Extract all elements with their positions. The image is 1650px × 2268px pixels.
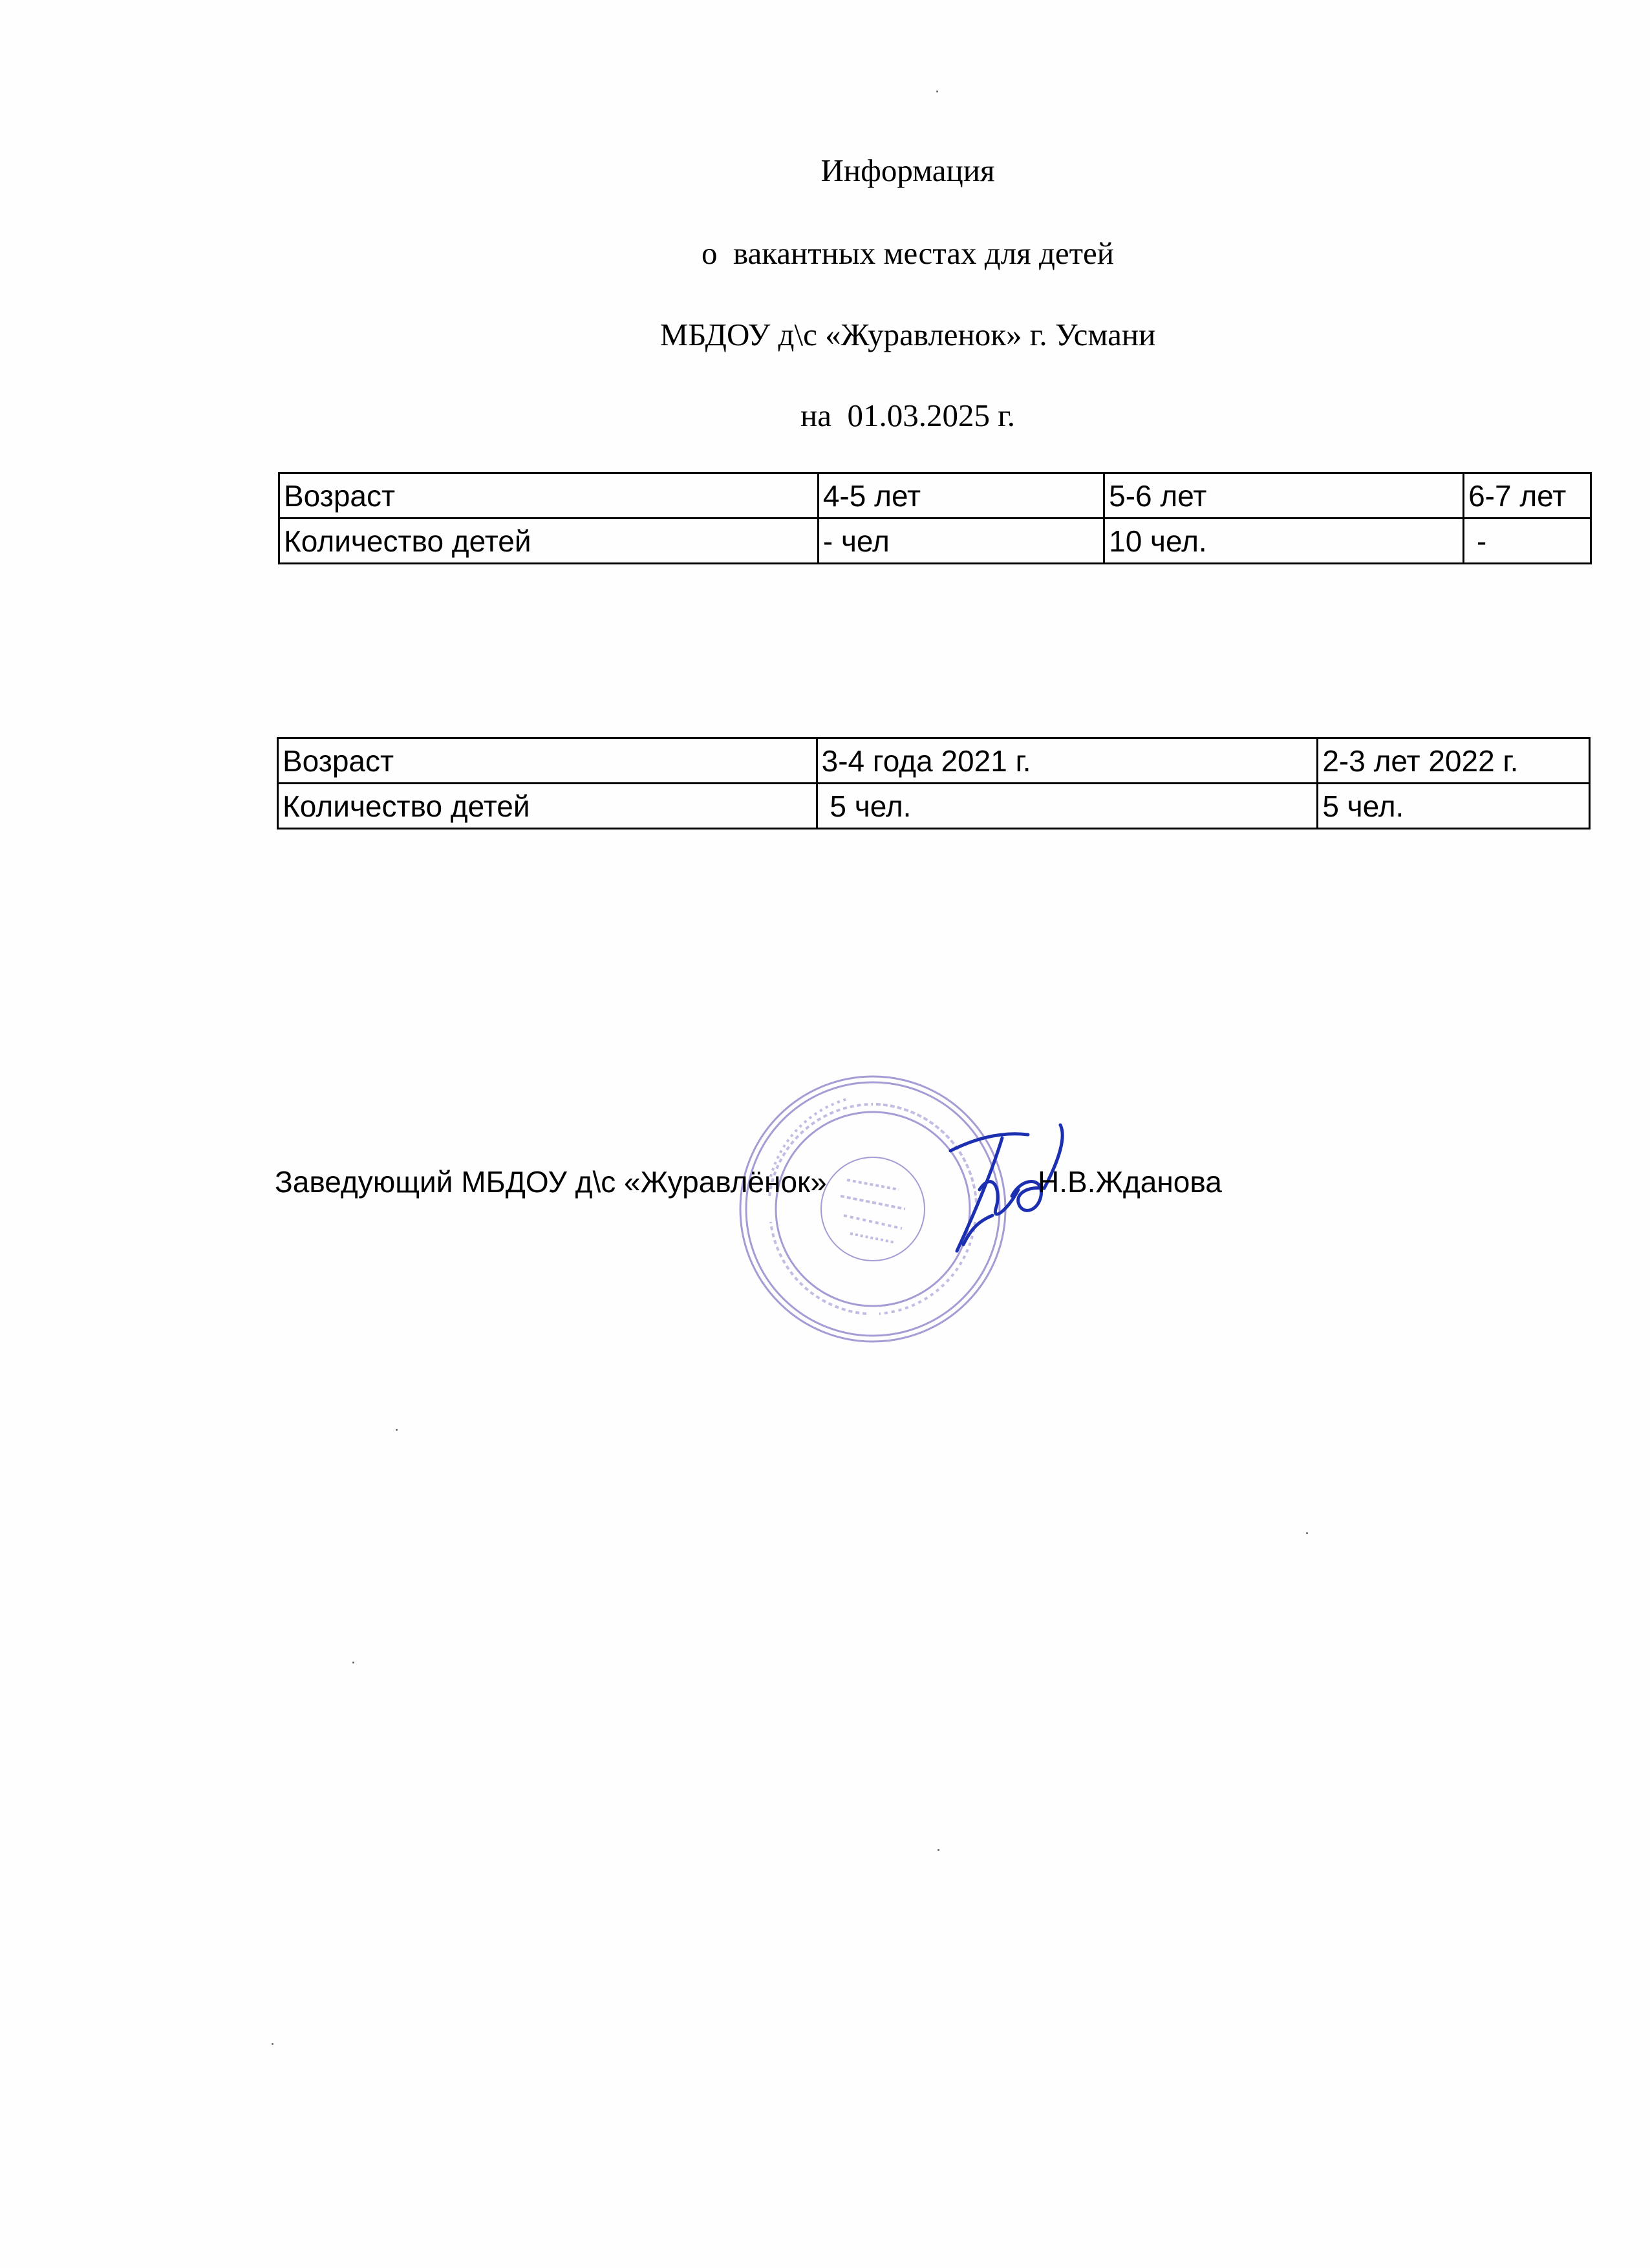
table-cell: Возраст xyxy=(279,473,819,519)
scan-speck xyxy=(352,1662,354,1664)
scan-speck xyxy=(938,1849,939,1851)
table-cell: 10 чел. xyxy=(1104,519,1464,564)
table-row xyxy=(279,519,1591,564)
table-cell: 3-4 года 2021 г. xyxy=(817,738,1318,784)
table-cell: 5 чел. xyxy=(817,784,1318,829)
scan-speck xyxy=(1306,1532,1308,1534)
vacancy-table-older xyxy=(278,472,1592,564)
table-cell: 6-7 лет xyxy=(1464,473,1591,519)
table-cell: 5-6 лет xyxy=(1104,473,1464,519)
document-subtitle: о вакантных местах для детей xyxy=(701,235,1115,271)
scan-speck xyxy=(272,2043,273,2045)
table-cell: 2-3 лет 2022 г. xyxy=(1318,738,1590,784)
scan-speck xyxy=(936,91,938,92)
table-cell: Возраст xyxy=(278,738,817,784)
table-cell: - xyxy=(1464,519,1591,564)
report-date: на 01.03.2025 г. xyxy=(800,398,1016,433)
signatory-position: Заведующий МБДОУ д\с «Журавлёнок» xyxy=(275,1165,827,1199)
vacancy-table-younger xyxy=(277,737,1591,829)
table-row xyxy=(279,473,1591,519)
table-cell: Количество детей xyxy=(278,784,817,829)
table-row xyxy=(278,738,1590,784)
table-row xyxy=(278,784,1590,829)
institution-name: МБДОУ д\с «Журавленок» г. Усмани xyxy=(659,317,1156,352)
table-cell: Количество детей xyxy=(279,519,819,564)
table-cell: 5 чел. xyxy=(1318,784,1590,829)
table-cell: 4-5 лет xyxy=(818,473,1104,519)
scan-speck xyxy=(396,1429,398,1431)
signatory-name: Н.В.Жданова xyxy=(1038,1165,1222,1199)
document-title: Информация xyxy=(820,153,995,188)
table-cell: - чел xyxy=(818,519,1104,564)
